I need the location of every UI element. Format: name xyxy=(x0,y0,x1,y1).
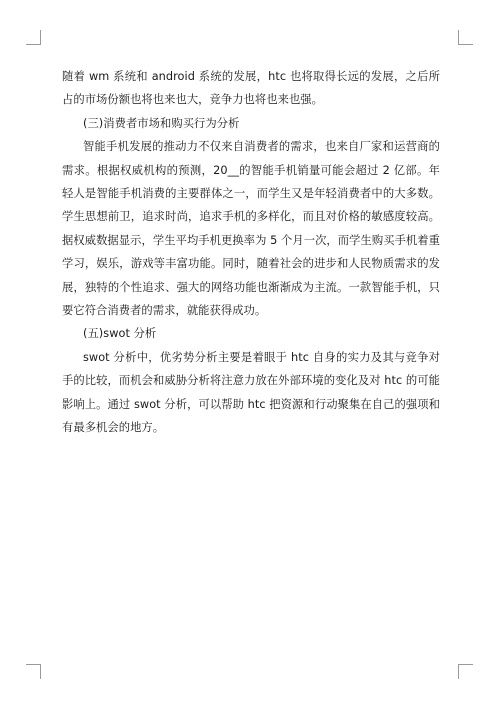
crop-mark-top-left xyxy=(26,30,41,45)
section-heading-swot: (五)swot 分析 xyxy=(83,327,157,341)
paragraph-swot-analysis: swot 分析中，优劣势分析主要是着眼于 htc 自身的实力及其与竞争对手的比较，而机会和威胁分析将注意力放在外部环境的变化及对 htc 的可能影响上。通过 swot 分析，可以帮助 htc 把资源和行动聚集在自己的强项和有最多机会的地方。 xyxy=(62,350,440,435)
paragraph-consumer-analysis: 智能手机发展的推动力不仅来自消费者的需求，也来自厂家和运营商的需求。根据权威机构的预测，20__的智能手机销量可能会超过 2 亿部。年轻人是智能手机消费的主要群体之一，而学生又是年轻消费者中的大多数。学生思想前卫，追求时尚，追求手机的多样化，而且对价格的敏感度较高。据权威数据显示，学生平均手机更换率为 5 个月一次，而学生购买手机着重学习，娱乐，游戏等丰富功能。同时，随着社会的进步和人民物质需求的发展，独特的个性追求、强大的网络功能也渐渐成为主流。一款智能手机，只要它符合消费者的需求，就能获得成功。 xyxy=(62,140,440,318)
crop-mark-top-right xyxy=(458,30,473,45)
section-heading-consumer-market: (三)消费者市场和购买行为分析 xyxy=(83,116,240,130)
crop-mark-bottom-left xyxy=(26,664,41,679)
crop-mark-bottom-right xyxy=(458,664,473,679)
paragraph-htc-development: 随着 wm 系统和 android 系统的发展，htc 也将取得长远的发展，之后所占的市场份额也将也来也大，竞争力也将也来也强。 xyxy=(62,70,440,107)
document-body xyxy=(62,65,440,440)
